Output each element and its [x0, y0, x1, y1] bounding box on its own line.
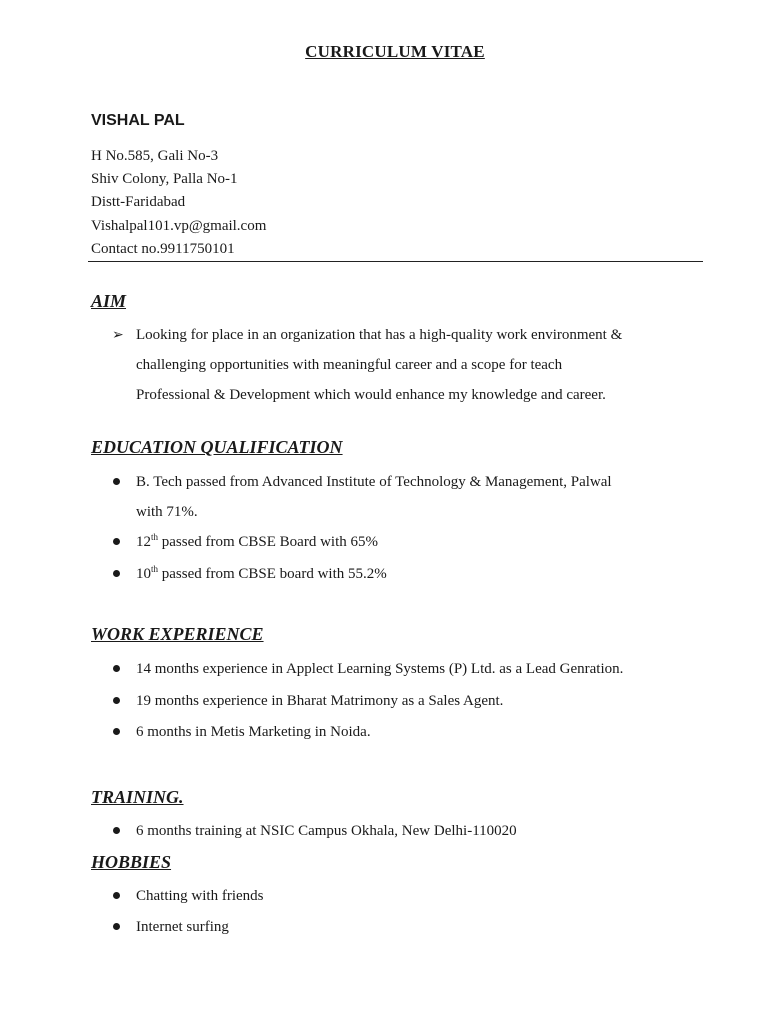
training-item: 6 months training at NSIC Campus Okhala, New Delhi-110020: [136, 823, 517, 839]
divider: [88, 261, 703, 262]
bullet-icon: [113, 923, 120, 930]
hobby-item: Internet surfing: [136, 919, 229, 935]
bullet-icon: [113, 570, 120, 577]
education-btech-line-2: with 71%.: [136, 504, 198, 520]
education-10th: 10th passed from CBSE board with 55.2%: [136, 564, 387, 582]
education-btech-line-1: B. Tech passed from Advanced Institute of Technology & Management, Palwal: [136, 474, 612, 490]
work-item: 19 months experience in Bharat Matrimony as a Sales Agent.: [136, 693, 504, 709]
arrow-bullet-icon: ➢: [112, 328, 124, 343]
work-item: 14 months experience in Applect Learning Systems (P) Ltd. as a Lead Genration.: [136, 661, 624, 677]
training-heading: TRAINING.: [91, 787, 184, 807]
education-12th: 12th passed from CBSE Board with 65%: [136, 532, 378, 550]
aim-line-2: challenging opportunities with meaningful career and a scope for teach: [136, 357, 563, 373]
education-heading: EDUCATION QUALIFICATION: [91, 437, 343, 457]
address-line-1: H No.585, Gali No-3: [91, 148, 219, 164]
page-title: CURRICULUM VITAE: [305, 42, 485, 61]
bullet-icon: [113, 892, 120, 899]
hobby-item: Chatting with friends: [136, 888, 264, 904]
work-item: 6 months in Metis Marketing in Noida.: [136, 724, 371, 740]
email: Vishalpal101.vp@gmail.com: [91, 217, 267, 234]
work-heading: WORK EXPERIENCE: [91, 624, 264, 644]
bullet-icon: [113, 728, 120, 735]
contact-block: [91, 145, 266, 261]
hobbies-heading: HOBBIES: [91, 852, 172, 872]
aim-heading: AIM: [91, 291, 127, 311]
district: Distt-Faridabad: [91, 194, 186, 211]
address-line-2: Shiv Colony, Palla No-1: [91, 171, 238, 188]
aim-line-3: Professional & Development which would enhance my knowledge and career.: [136, 387, 606, 403]
bullet-icon: [113, 478, 120, 485]
contact-number: Contact no.9911750101: [91, 240, 235, 257]
bullet-icon: [113, 538, 120, 545]
bullet-icon: [113, 697, 120, 704]
candidate-name: VISHAL PAL: [91, 112, 185, 129]
bullet-icon: [113, 665, 120, 672]
bullet-icon: [113, 827, 120, 834]
aim-line-1: Looking for place in an organization that has a high-quality work environment &: [136, 327, 623, 343]
